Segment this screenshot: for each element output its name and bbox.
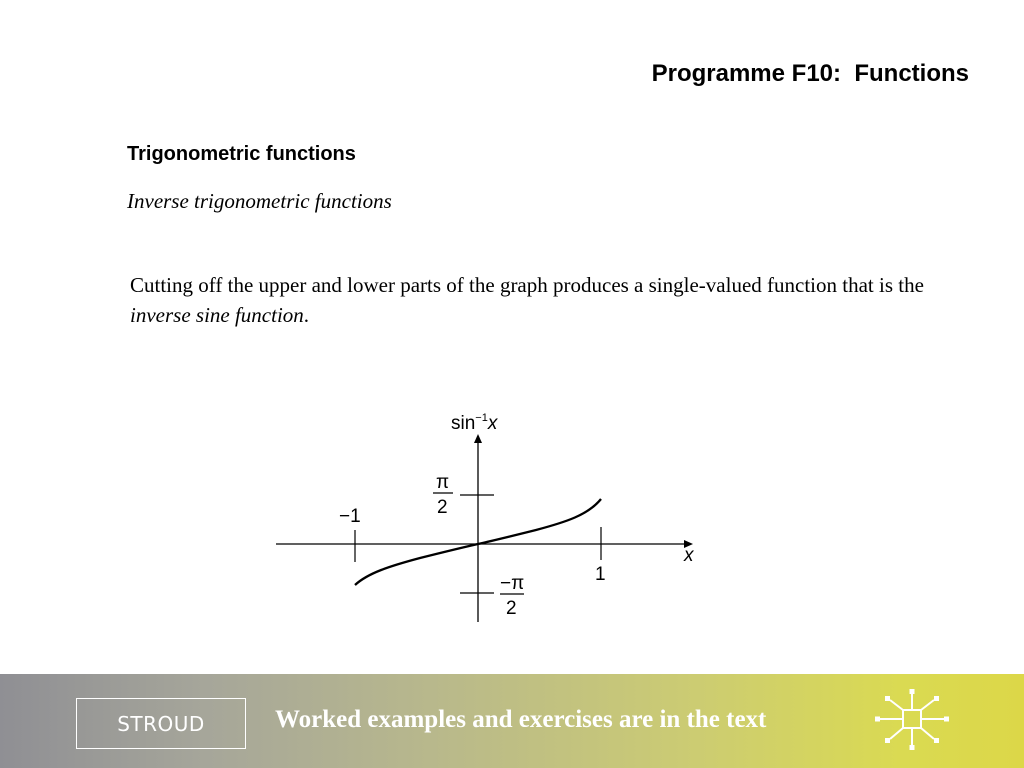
body-text-emphasis: inverse sine function <box>130 303 304 327</box>
y-axis-label-fn: sin <box>451 413 476 434</box>
circuit-chip-icon <box>870 688 954 752</box>
y-axis-label-exp: −1 <box>475 412 488 424</box>
y-tick-label-pi-den: 2 <box>437 497 448 518</box>
page-title: Programme F10: Functions <box>651 60 969 87</box>
section-subheading: Inverse trigonometric functions <box>127 189 392 213</box>
y-tick-label-neg-pi-den: 2 <box>506 598 517 619</box>
brand-box <box>76 698 246 749</box>
body-text-lead: Cutting off the upper and lower parts of the graph produces a single-valued function that is the <box>130 273 924 297</box>
y-tick-label-neg-pi-num: −π <box>500 573 525 594</box>
y-axis-label <box>451 412 499 434</box>
body-text-end: . <box>303 303 310 327</box>
x-tick-label-one: 1 <box>595 564 606 585</box>
y-axis-label-var: x <box>487 413 498 434</box>
footer-bar <box>0 674 1024 768</box>
brand-name: STROUD <box>117 711 205 736</box>
x-axis-label: x <box>684 545 694 566</box>
y-tick-label-pi-num: π <box>436 472 450 493</box>
footer-tagline: Worked examples and exercises are in the text <box>275 706 767 733</box>
x-tick-label-neg-one: −1 <box>339 506 361 527</box>
section-heading: Trigonometric functions <box>127 143 356 165</box>
y-axis-arrowhead <box>474 434 482 443</box>
